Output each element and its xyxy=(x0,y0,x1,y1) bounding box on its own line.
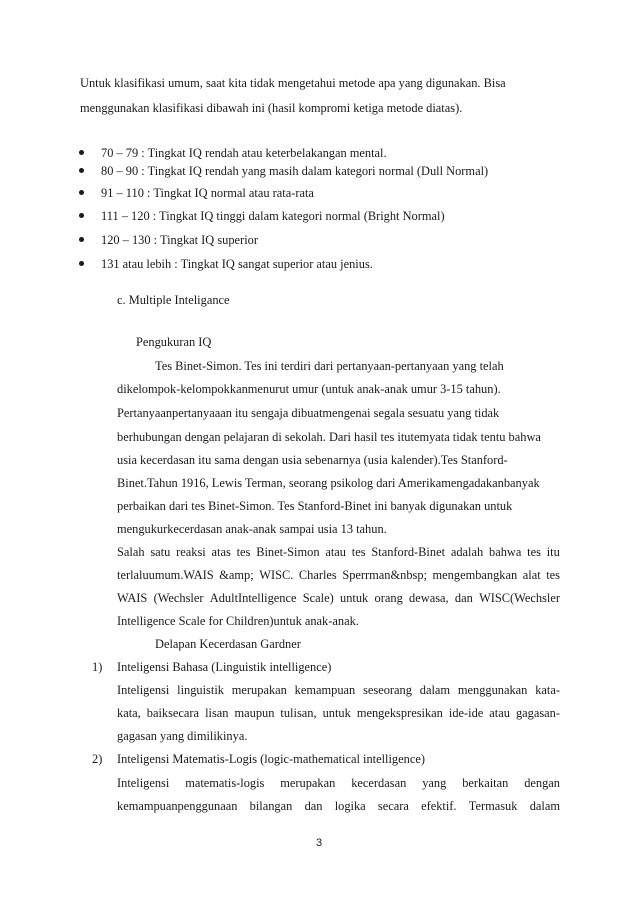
justified-line xyxy=(117,775,560,791)
justified-line xyxy=(117,590,560,606)
list-item: 80 – 90 : Tingkat IQ rendah yang masih dalam kategori normal (Dull Normal) xyxy=(101,164,489,178)
list-item: 131 atau lebih : Tingkat IQ sangat superior atau jenius. xyxy=(101,257,373,271)
word: yang xyxy=(422,776,447,790)
word: matematis-logis xyxy=(185,776,265,790)
word: atau xyxy=(325,545,346,559)
word: bilangan xyxy=(249,799,293,813)
word: satu xyxy=(150,545,171,559)
word: bahwa xyxy=(489,545,522,559)
word: WISC. xyxy=(259,568,294,582)
word: menggunakan xyxy=(457,683,528,697)
word: dengan xyxy=(524,776,560,790)
word: mengembangkan xyxy=(432,568,518,582)
bullet-icon xyxy=(79,190,84,195)
word: maupun xyxy=(234,706,275,720)
word: atau xyxy=(489,706,510,720)
page-number: 3 xyxy=(316,837,323,849)
justified-line xyxy=(117,705,560,721)
paragraph-line: Binet.Tahun 1916, Lewis Terman, seorang psikolog dari Amerikamengadakanbanyak xyxy=(117,476,540,490)
paragraph-line: usia kecerdasan itu sama dengan usia sebenarnya (usia kalender).Tes Stanford- xyxy=(117,453,508,467)
list-item: 91 – 110 : Tingkat IQ normal atau rata-rata xyxy=(101,186,314,200)
word: Binet-Simon xyxy=(256,545,320,559)
word: efektif. xyxy=(421,799,457,813)
word: dalam xyxy=(419,683,451,697)
justified-line xyxy=(117,798,560,814)
word: kemampuan xyxy=(294,683,356,697)
word: Charles xyxy=(298,568,337,582)
justified-line xyxy=(117,567,560,583)
word: gagasan- xyxy=(515,706,560,720)
paragraph-line: Intelligence Scale for Children)untuk anak-anak. xyxy=(117,614,359,628)
bullet-icon xyxy=(79,261,84,266)
word: AdultIntelligence xyxy=(209,591,297,605)
paragraph-line: Pertanyaanpertanyaaan itu sengaja dibuatmengenai segala sesuatu yang tidak xyxy=(117,406,500,420)
item-title: Inteligensi Matematis-Logis (logic-mathematical intelligence) xyxy=(117,752,425,766)
paragraph-line: Tes Binet-Simon. Tes ini terdiri dari pertanyaan-pertanyaan yang telah xyxy=(155,359,504,373)
justified-line xyxy=(117,682,560,698)
word: dewasa, xyxy=(409,591,449,605)
bullet-icon xyxy=(79,237,84,242)
item-number: 2) xyxy=(92,752,103,766)
word: alat xyxy=(522,568,541,582)
subsection-heading: Delapan Kecerdasan Gardner xyxy=(155,637,301,651)
word: WISC(Wechsler xyxy=(479,591,560,605)
word: &amp; xyxy=(219,568,254,582)
bullet-icon xyxy=(79,150,84,155)
word: baiksecara xyxy=(146,706,200,720)
word: kemampuanpenggunaan xyxy=(117,799,238,813)
word: Sperrman&nbsp; xyxy=(342,568,427,582)
word: dan xyxy=(304,799,323,813)
word: merupakan xyxy=(231,683,287,697)
paragraph-line: gagasan yang dimilikinya. xyxy=(117,729,248,743)
intro-line-1: Untuk klasifikasi umum, saat kita tidak mengetahui metode apa yang digunakan. Bisa xyxy=(80,76,506,90)
word: logika xyxy=(334,799,366,813)
section-heading: c. Multiple Inteligance xyxy=(117,293,230,307)
word: tulisan, xyxy=(280,706,317,720)
word: tes xyxy=(236,545,251,559)
paragraph-line: perbaikan dari tes Binet-Simon. Tes Stanford-Binet ini banyak digunakan untuk xyxy=(117,499,513,513)
word: untuk xyxy=(322,706,351,720)
word: Salah xyxy=(117,545,145,559)
item-title: Inteligensi Bahasa (Linguistik intelligence) xyxy=(117,660,332,674)
item-number: 1) xyxy=(92,660,103,674)
word: WAIS xyxy=(117,591,148,605)
word: kata, xyxy=(117,706,141,720)
word: adalah xyxy=(450,545,484,559)
word: untuk xyxy=(340,591,369,605)
word: secara xyxy=(377,799,409,813)
word: ide-ide xyxy=(448,706,484,720)
word: seseorang xyxy=(363,683,412,697)
word: tes xyxy=(351,545,366,559)
word: reaksi xyxy=(176,545,206,559)
list-item: 70 – 79 : Tingkat IQ rendah atau keterbelakangan mental. xyxy=(101,146,387,160)
list-item: 111 – 120 : Tingkat IQ tinggi dalam kategori normal (Bright Normal) xyxy=(101,209,445,223)
word: atas xyxy=(211,545,231,559)
paragraph-line: dikelompok-kelompokkanmenurut umur (untuk anak-anak umur 3-15 tahun). xyxy=(117,382,501,396)
word: merupakan xyxy=(280,776,336,790)
paragraph-line: berhubungan dengan pelajaran di sekolah. Dari hasil tes itutemyata tidak tentu bahwa xyxy=(117,430,541,444)
paragraph-line: mengukurkecerdasan anak-anak sampai usia 13 tahun. xyxy=(117,522,387,536)
word: dan xyxy=(454,591,473,605)
word: dalam xyxy=(529,799,560,813)
bullet-icon xyxy=(79,168,84,173)
word: kata- xyxy=(535,683,560,697)
word: tes xyxy=(546,568,560,582)
word: Stanford-Binet xyxy=(371,545,446,559)
word: terlaluumum.WAIS xyxy=(117,568,214,582)
word: Inteligensi xyxy=(117,683,170,697)
word: mengekspresikan xyxy=(356,706,443,720)
word: orang xyxy=(374,591,403,605)
intro-line-2: menggunakan klasifikasi dibawah ini (hasil kompromi ketiga metode diatas). xyxy=(80,101,463,115)
word: Scale) xyxy=(302,591,334,605)
word: (Wechsler xyxy=(153,591,204,605)
word: lisan xyxy=(205,706,229,720)
list-item: 120 – 130 : Tingkat IQ superior xyxy=(101,233,258,247)
word: berkaitan xyxy=(462,776,509,790)
word: Termasuk xyxy=(468,799,518,813)
justified-line xyxy=(117,544,560,560)
word: itu xyxy=(546,545,560,559)
subsection-heading: Pengukuran IQ xyxy=(136,335,212,349)
word: linguistik xyxy=(177,683,224,697)
word: kecerdasan xyxy=(351,776,407,790)
word: Inteligensi xyxy=(117,776,170,790)
word: tes xyxy=(527,545,541,559)
bullet-icon xyxy=(79,213,84,218)
